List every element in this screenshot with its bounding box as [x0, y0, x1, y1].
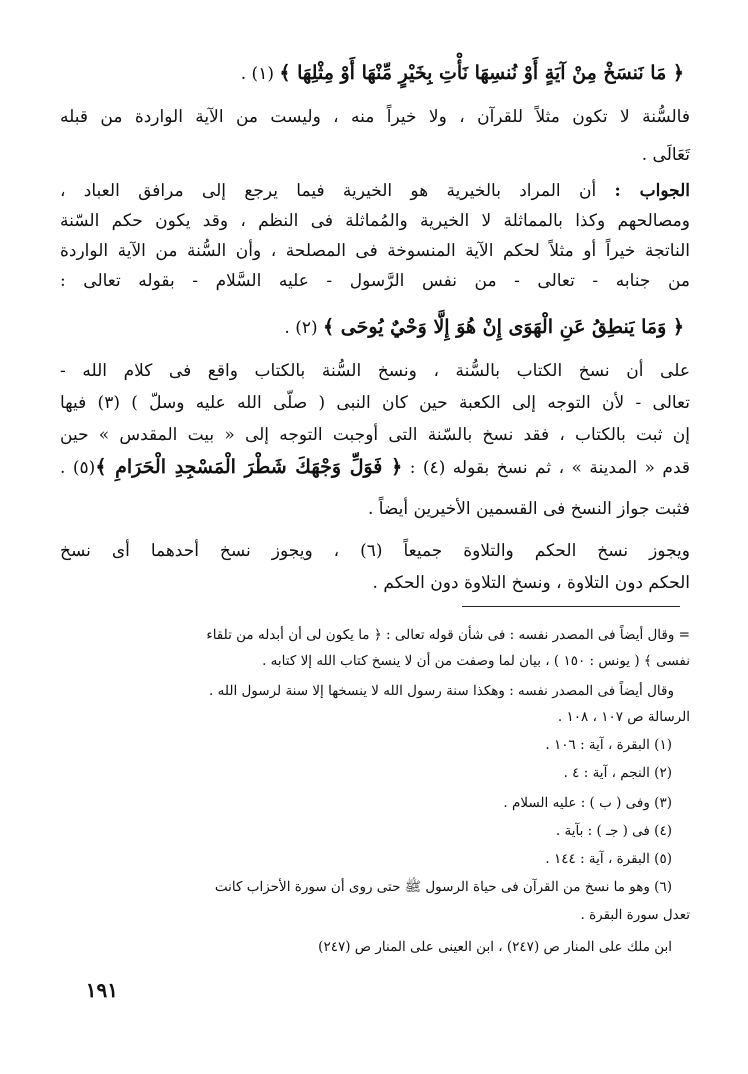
body-text: أن المراد بالخيرية هو الخيرية فيما يرجع إلى مرافق العباد ،	[60, 181, 597, 201]
verse-text: ﴿ مَا نَنسَخْ مِنْ آيَةٍ أَوْ نُنسِهَا نَأْتِ بِخَيْرٍ مِّنْهَا أَوْ مِثْلِهَا ﴾	[279, 62, 684, 84]
body-line	[60, 452, 690, 483]
body-line: فثبت جواز النسخ فى القسمين الأخيرين أيضاً .	[367, 499, 690, 519]
body-line: الحكم دون التلاوة ، ونسخ التلاوة دون الحكم .	[372, 573, 690, 593]
footnote-ref: (٢) .	[284, 318, 318, 338]
body-line: الناتجة خيراً أو مثلاً لحكم الآية المنسوخة فى المصلحة ، وأن السُّنة من الآية الواردة	[60, 241, 690, 261]
footnote-item: (٦) وهو ما نسخ من القرآن فى حياة الرسول ﷺ حتى روى أن سورة الأحزاب كانت	[214, 879, 672, 895]
footnote-line: ابن ملك على المنار ص (٢٤٧) ، ابن العينى على المنار ص (٢٤٧)	[318, 939, 672, 955]
footnote-item: (٤) فى ( جـ ) : بآية .	[555, 823, 672, 839]
quran-verse-line	[54, 312, 684, 343]
footnote-line: تعدل سورة البقرة .	[580, 907, 690, 923]
footnote-ref: (١) .	[240, 64, 274, 84]
body-line: ويجوز نسخ الحكم والتلاوة جميعاً (٦) ، ويجوز نسخ أحدهما أى نسخ	[60, 541, 690, 561]
body-line: فالسُّنة لا تكون مثلاً للقرآن ، ولا خيراً منه ، وليست من الآية الواردة من قبله	[60, 107, 690, 127]
footnote-item: (١) البقرة ، آية : ١٠٦ .	[545, 737, 672, 753]
body-line: من جنابه - تعالى - من نفس الرَّسول - عليه السَّلام - بقوله تعالى :	[60, 271, 690, 291]
footnote-item: (٣) وفى ( ب ) : عليه السلام .	[503, 795, 672, 811]
footnote-line: نفسى ﴾ ( يونس : ١٥٠ ) ، بيان لما وصفت من أن لا ينسخ كتاب الله إلا كتابه .	[262, 653, 690, 669]
footnote-item: (٢) النجم ، آية : ٤ .	[563, 765, 672, 781]
body-text: قدم « المدينة » ، ثم نسخ بقوله (٤) :	[409, 458, 690, 478]
body-line: إن ثبت بالكتاب ، فقد نسخ بالسّنة التى أوجبت التوجه إلى « بيت المقدس » حين	[60, 425, 690, 445]
verse-text: ﴿ فَوَلِّ وَجْهَكَ شَطْرَ الْمَسْجِدِ الْحَرَامِ ﴾	[95, 456, 403, 478]
footnote-ref: (٥) .	[60, 458, 96, 478]
page-number: ١٩١	[85, 978, 118, 1002]
footnote-line: وقال أيضاً فى المصدر نفسه : وهكذا سنة رسول الله لا ينسخها إلا سنة لرسول الله .	[209, 683, 674, 699]
body-line: تعالى - لأن التوجه إلى الكعبة حين كان النبى ( صلّى الله عليه وسلّ ) (٣) فيها	[60, 393, 690, 413]
quran-verse-line	[54, 58, 684, 89]
footnote-line: = وقال أيضاً فى المصدر نفسه : فى شأن قوله تعالى : ﴿ ما يكون لى أن أبدله من تلقاء	[206, 627, 690, 643]
answer-line	[60, 176, 690, 206]
body-line: على أن نسخ الكتاب بالسُّنة ، ونسخ السُّنة بالكتاب واقع فى كلام الله -	[60, 361, 690, 381]
body-line: تَعَالَى .	[641, 145, 690, 165]
footnote-divider	[462, 606, 680, 607]
footnote-item: (٥) البقرة ، آية : ١٤٤ .	[545, 851, 672, 867]
body-line: ومصالحهم وكذا بالمماثلة لا الخيرية والمُماثلة فى النظم ، وقد يكون حكم السّنة	[60, 211, 690, 231]
verse-text: ﴿ وَمَا يَنطِقُ عَنِ الْهَوَى إِنْ هُوَ إِلَّا وَحْيٌ يُوحَى ﴾	[323, 316, 684, 338]
footnote-line: الرسالة ص ١٠٧ ، ١٠٨ .	[557, 709, 690, 725]
answer-label: الجواب :	[614, 181, 690, 201]
